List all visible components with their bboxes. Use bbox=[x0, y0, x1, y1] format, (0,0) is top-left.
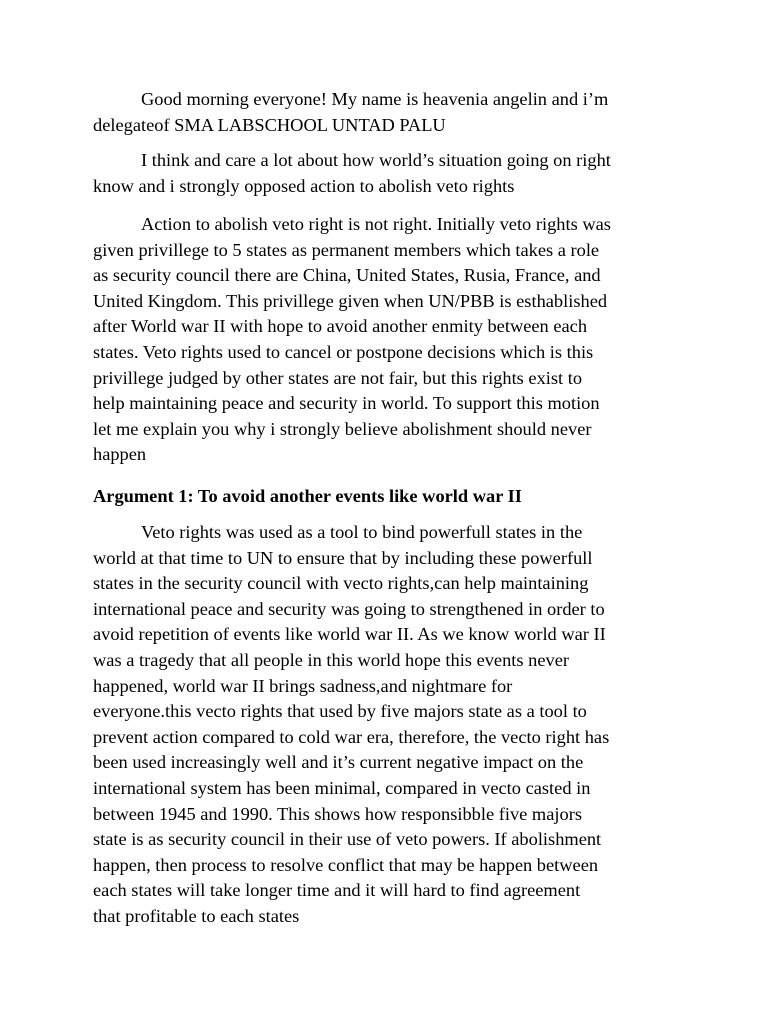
paragraph-argument-1-text: Veto rights was used as a tool to bind powerfull states in the world at that time to UN to ensure that by including these powerfull states in the security council with vecto rights,can help maintaining international peace and security was going to strengthened in order to avoid repetition of events like world war II. As we know world war II was a tragedy that all people in this world hope this events never happened, world war II brings sadness,and nightmare for everyone.this vecto rights that used by five majors state as a tool to prevent action compared to cold war era, therefore, the vecto right has been used increasingly well and it’s current negative impact on the international system has been minimal, compared in vecto casted in between 1945 and 1990. This shows how responsibble five majors state is as security council in their use of veto powers. If abolishment happen, then process to resolve conflict that may be happen between each states will take longer time and it will hard to find agreement that profitable to each states bbox=[93, 522, 610, 926]
paragraph-opinion-text: I think and care a lot about how world’s situation going on right know and i strongly opposed action to abolish veto rights bbox=[93, 150, 611, 196]
argument-heading: Argument 1: To avoid another events like world war II bbox=[93, 486, 522, 506]
paragraph-background bbox=[93, 212, 703, 468]
paragraph-background-text: Action to abolish veto right is not right. Initially veto rights was given privillege to 5 states as permanent members which takes a role as security council there are China, United States, Rusia, France, and United Kingdom. This privillege given when UN/PBB is esthablished after World war II with hope to avoid another enmity between each states. Veto rights used to cancel or postpone decisions which is this privillege judged by other states are not fair, but this rights exist to help maintaining peace and security in world. To support this motion let me explain you why i strongly believe abolishment should never happen bbox=[93, 214, 611, 465]
paragraph-argument-1 bbox=[93, 520, 703, 930]
paragraph-introduction-text: Good morning everyone! My name is heavenia angelin and i’m delegateof SMA LABSCHOOL UNTAD PALU bbox=[93, 89, 609, 135]
paragraph-opinion bbox=[93, 148, 703, 199]
paragraph-introduction bbox=[93, 87, 703, 138]
